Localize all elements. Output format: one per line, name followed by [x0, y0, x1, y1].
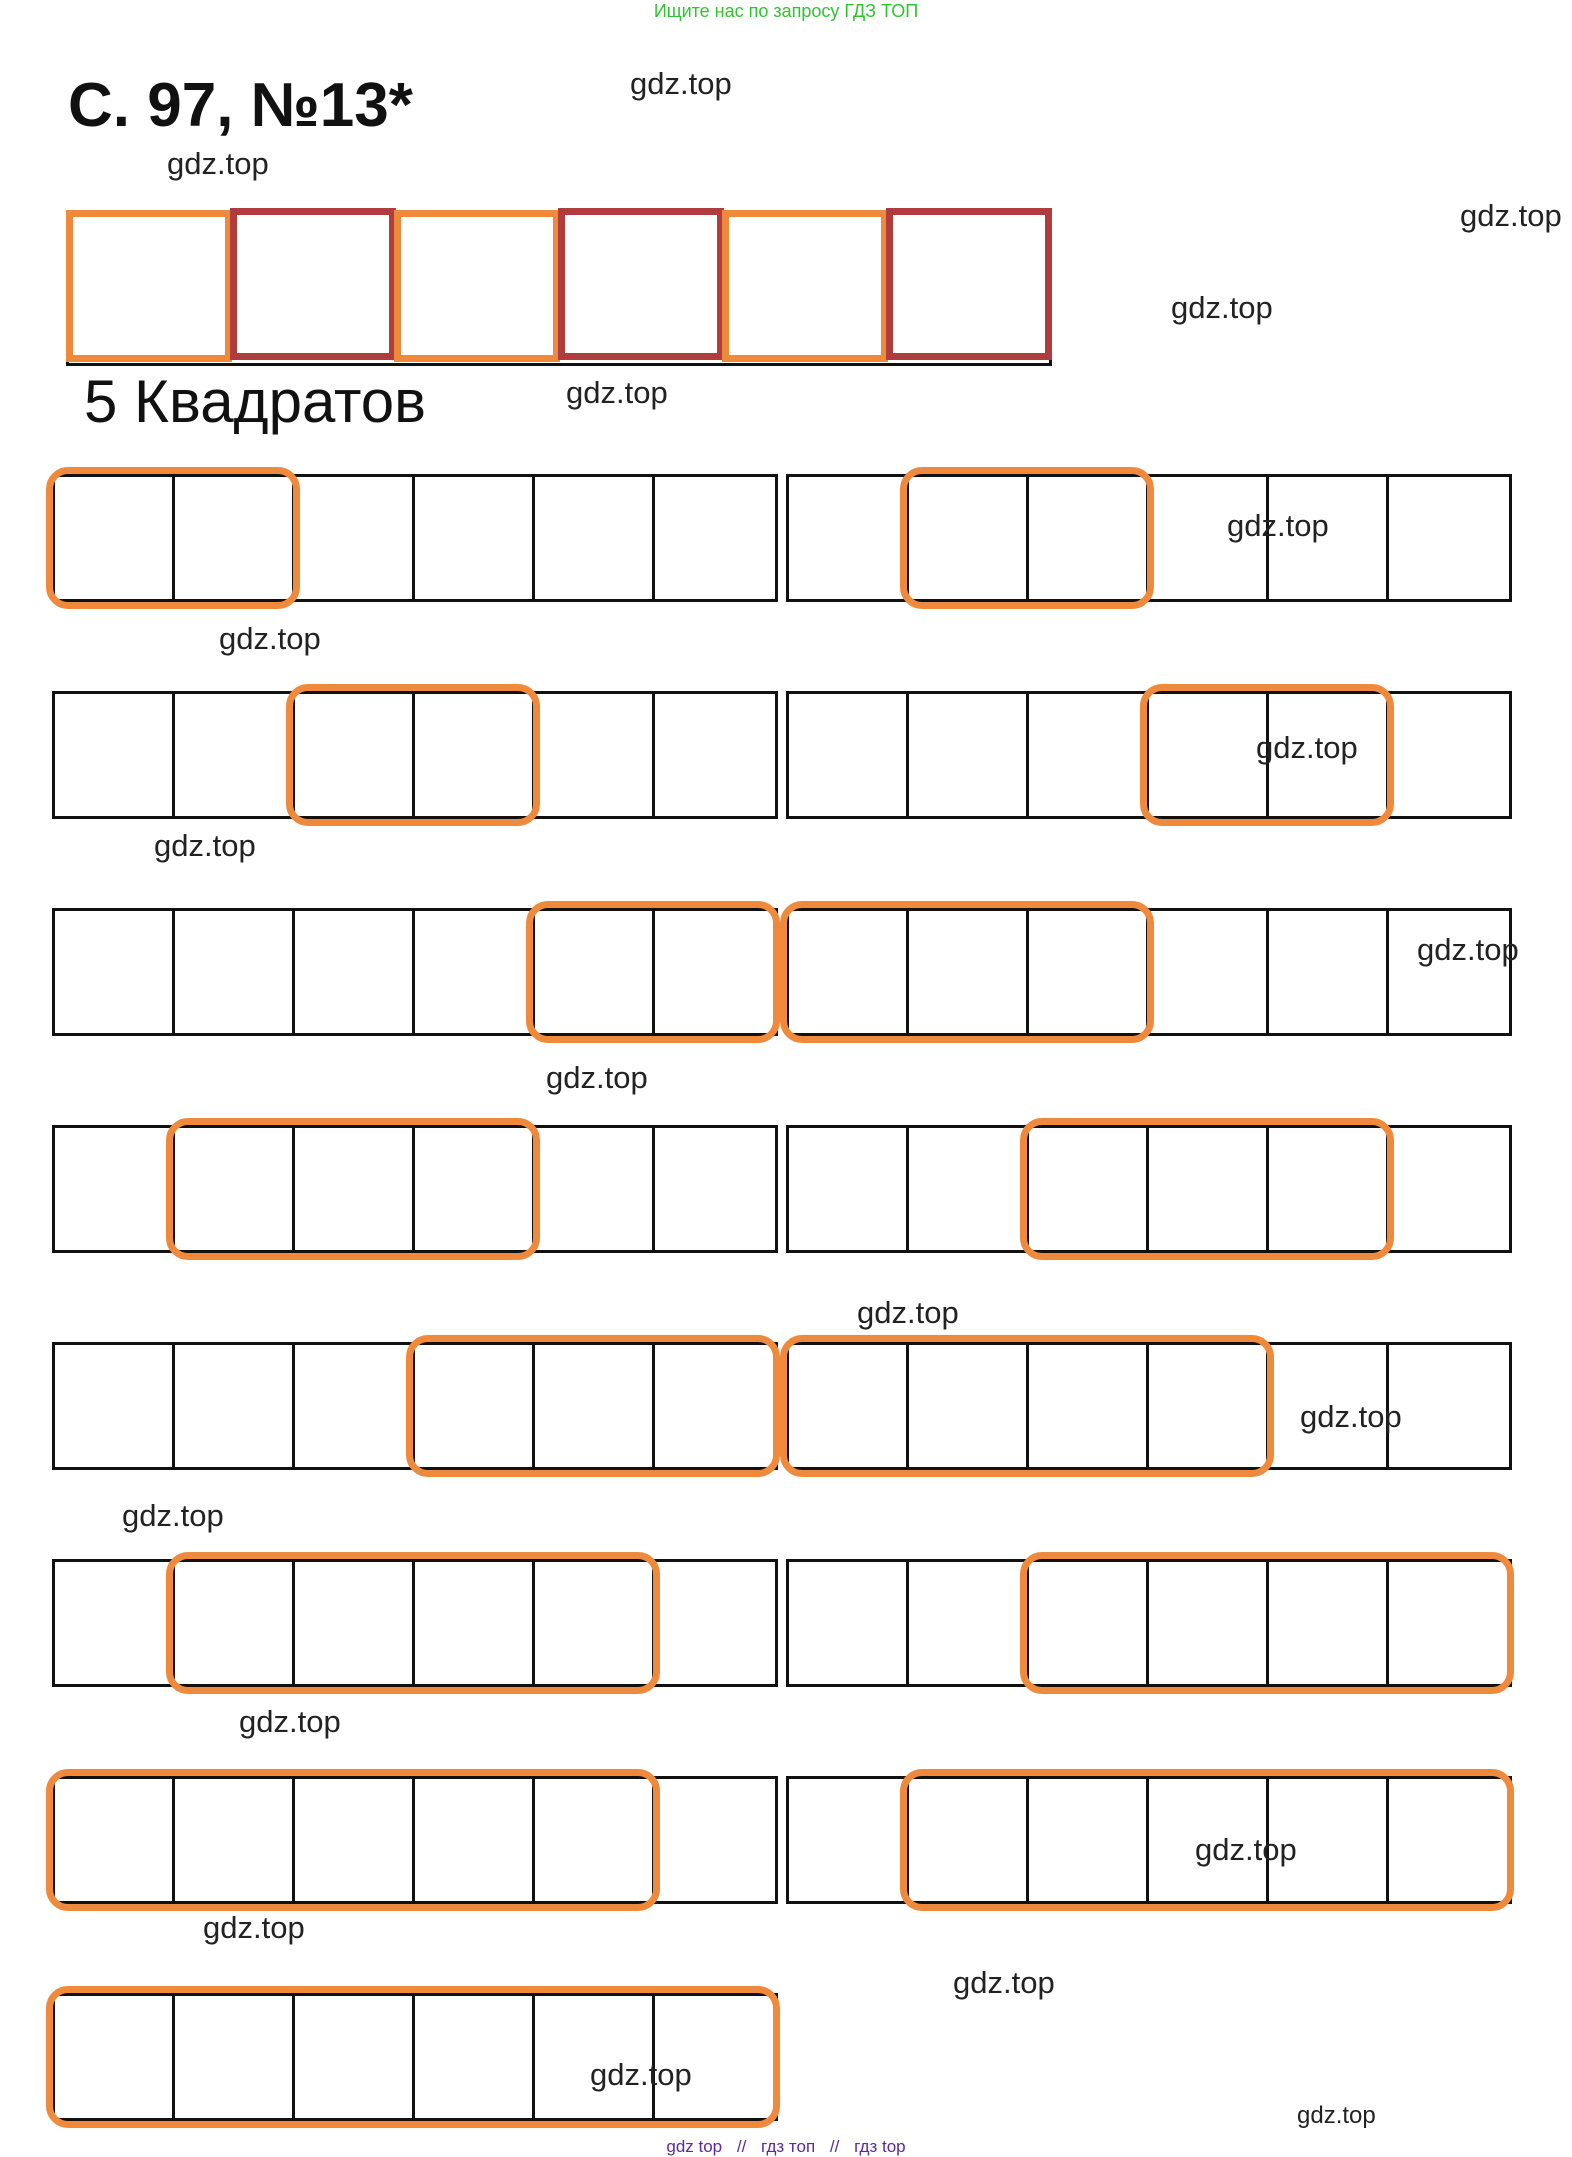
grid-cell	[1149, 911, 1269, 1033]
grid-cell	[535, 1128, 655, 1250]
grid-cell	[55, 1128, 175, 1250]
grid-cell	[1389, 1128, 1509, 1250]
grid-cell	[295, 1345, 415, 1467]
watermark: gdz.top	[1417, 932, 1519, 967]
top-square-orange	[394, 210, 560, 362]
page-title: С. 97, №13*	[68, 71, 413, 140]
watermark: gdz.top	[154, 828, 256, 863]
watermark: gdz.top	[566, 375, 668, 410]
selection-highlight	[46, 1769, 660, 1911]
grid-cell	[535, 694, 655, 816]
grid-cell	[909, 694, 1029, 816]
watermark: gdz.top	[1460, 198, 1562, 233]
selection-highlight	[166, 1552, 660, 1694]
grid-cell	[655, 1562, 775, 1684]
watermark: gdz.top	[1227, 508, 1329, 543]
selection-highlight	[46, 467, 300, 609]
watermark: gdz.top	[167, 146, 269, 181]
grid-cell	[655, 1128, 775, 1250]
bottom-link-2[interactable]: гдз топ	[761, 2137, 816, 2156]
grid-cell	[55, 1345, 175, 1467]
grid-cell	[655, 477, 775, 599]
watermark: gdz.top	[219, 621, 321, 656]
watermark: gdz.top	[546, 1060, 648, 1095]
grid-cell	[55, 911, 175, 1033]
selection-highlight	[780, 1335, 1274, 1477]
top-square-red	[558, 208, 724, 360]
watermark: gdz.top	[1171, 290, 1273, 325]
grid-cell	[535, 477, 655, 599]
selection-highlight	[286, 684, 540, 826]
grid-cell	[175, 1345, 295, 1467]
watermark: gdz.top	[590, 2057, 692, 2092]
selection-highlight	[900, 467, 1154, 609]
grid-cell	[175, 694, 295, 816]
top-square-orange	[722, 210, 888, 362]
bottom-link-3[interactable]: гдз top	[854, 2137, 906, 2156]
selection-highlight	[1020, 1552, 1514, 1694]
grid-cell	[1389, 1345, 1509, 1467]
grid-cell	[55, 1562, 175, 1684]
section-subtitle: 5 Квадратов	[84, 368, 427, 435]
watermark: gdz.top	[1195, 1832, 1297, 1867]
top-square-red	[886, 208, 1052, 360]
grid-cell	[909, 1128, 1029, 1250]
search-banner[interactable]: Ищите нас по запросу ГДЗ ТОП	[653, 1, 919, 21]
grid-cell	[909, 1562, 1029, 1684]
link-separator: //	[829, 2137, 840, 2156]
bottom-links	[0, 2137, 1572, 2157]
grid-cell	[1269, 911, 1389, 1033]
link-separator: //	[736, 2137, 747, 2156]
top-square-orange	[66, 210, 232, 362]
grid-cell	[789, 477, 909, 599]
watermark: gdz.top	[1256, 730, 1358, 765]
watermark: gdz.top	[630, 66, 732, 101]
grid-cell	[1389, 694, 1509, 816]
watermark: gdz.top	[203, 1910, 305, 1945]
grid-cell	[175, 911, 295, 1033]
grid-cell	[1389, 911, 1509, 1033]
grid-cell	[415, 477, 535, 599]
watermark: gdz.top	[1300, 1399, 1402, 1434]
selection-highlight	[1020, 1118, 1394, 1260]
top-square-red	[230, 208, 396, 360]
grid-cell	[655, 1779, 775, 1901]
grid-cell	[789, 1128, 909, 1250]
watermark: gdz.top	[1297, 2102, 1376, 2129]
grid-cell	[655, 694, 775, 816]
selection-highlight	[406, 1335, 780, 1477]
grid-cell	[295, 477, 415, 599]
grid-cell	[1389, 477, 1509, 599]
watermark: gdz.top	[953, 1965, 1055, 2000]
grid-cell	[415, 911, 535, 1033]
watermark: gdz.top	[122, 1498, 224, 1533]
watermark: gdz.top	[857, 1295, 959, 1330]
grid-cell	[1029, 694, 1149, 816]
selection-highlight	[780, 901, 1154, 1043]
grid-cell	[789, 1562, 909, 1684]
selection-highlight	[526, 901, 780, 1043]
grid-cell	[789, 1779, 909, 1901]
watermark: gdz.top	[239, 1704, 341, 1739]
selection-highlight	[166, 1118, 540, 1260]
bottom-link-1[interactable]: gdz top	[666, 2137, 723, 2156]
grid-cell	[55, 694, 175, 816]
grid-cell	[295, 911, 415, 1033]
grid-cell	[789, 694, 909, 816]
